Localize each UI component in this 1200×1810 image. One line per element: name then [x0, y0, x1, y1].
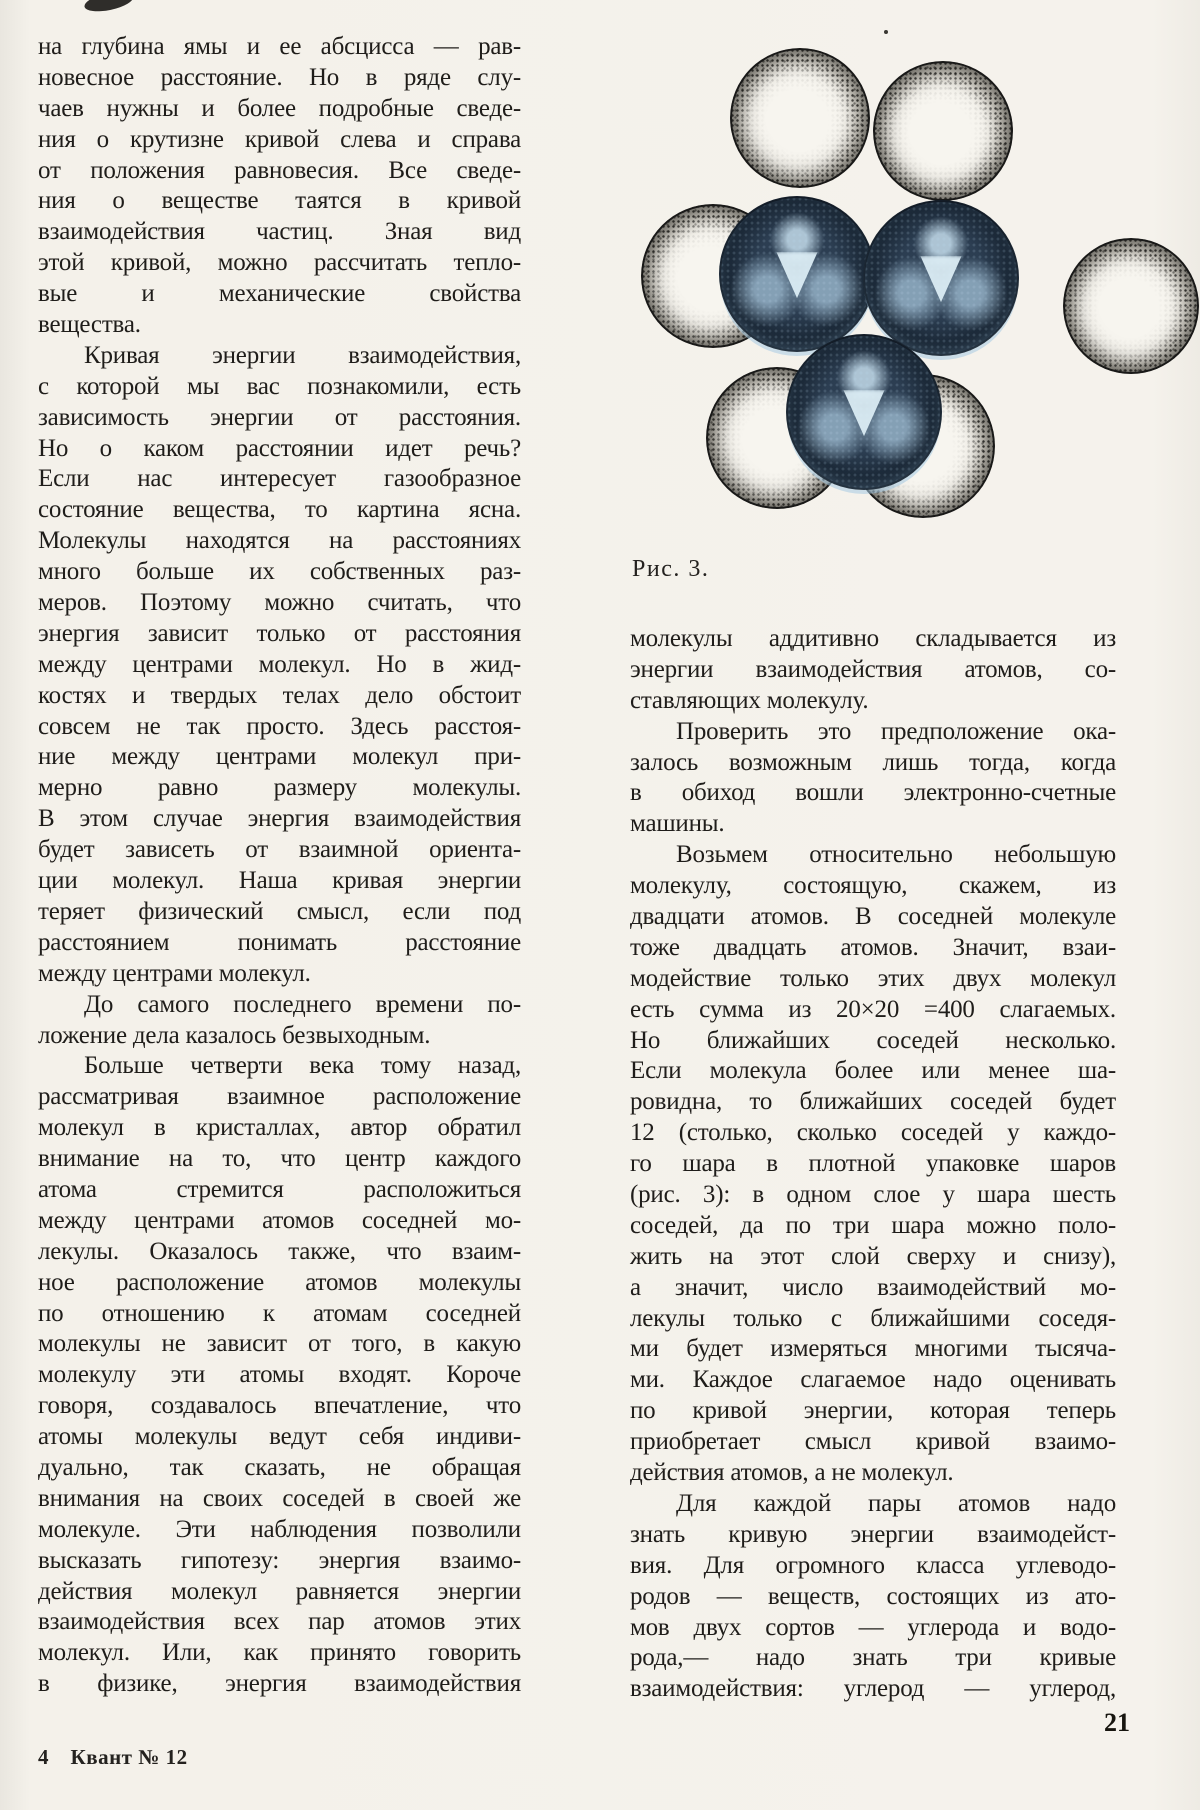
text-line: действия атомов, а не молекул. [630, 1459, 954, 1487]
text-line: вые и механические свойства [38, 280, 521, 308]
text-line: рассматривая взаимное расположение [38, 1083, 521, 1111]
text-line: костях и твердых телах дело обстоит [38, 681, 521, 709]
text-line: вия. Для огромного класса углеводо- [630, 1551, 1116, 1579]
text-line: дуально, так сказать, не обращая [38, 1453, 521, 1481]
light-sphere [730, 48, 870, 188]
text-line: будет зависеть от взаимной ориента- [38, 836, 521, 864]
text-line: молекулы аддитивно складывается из [630, 625, 1116, 652]
text-line: Проверить это предположение ока- [676, 717, 1116, 745]
text-line: Если нас интересует газообразное [38, 465, 521, 493]
text-line: ния о крутизне кривой слева и справа [38, 125, 521, 153]
text-line: а значит, число взаимодействий мо- [630, 1273, 1116, 1301]
text-line: говоря, создавалось впечатление, что [38, 1392, 521, 1420]
dark-sphere [719, 196, 875, 352]
text-line: взаимодействия: углерод — углерод, [630, 1675, 1116, 1703]
text-line: этой кривой, можно рассчитать тепло- [38, 249, 521, 277]
text-line: взаимодействия частиц. Зная вид [38, 218, 521, 246]
text-line: машины. [630, 810, 725, 838]
text-line: с которой мы вас познакомили, есть [38, 372, 521, 400]
text-line: на глубина ямы и ее абсцисса — рав- [38, 33, 521, 60]
text-line: ние между центрами молекул при- [38, 743, 521, 771]
light-sphere [1063, 238, 1199, 374]
text-line: зависимость энергии от расстояния. [38, 403, 521, 431]
text-line: ции молекул. Наша кривая энергии [38, 867, 521, 895]
dark-sphere [786, 334, 942, 490]
text-line: Но ближайших соседей несколько. [630, 1026, 1116, 1054]
quire-number: 4 [38, 1745, 49, 1769]
text-line: Но о каком расстоянии идет речь? [38, 434, 521, 462]
text-line: ное расположение атомов молекулы [38, 1268, 521, 1296]
text-line: много больше их собственных раз- [38, 558, 521, 586]
footer-signature [38, 1745, 188, 1770]
text-line: от положения равновесия. Все сведе- [38, 156, 521, 184]
text-line: ложение дела казалось безвыходным. [38, 1021, 431, 1049]
text-line: молекуле. Эти наблюдения позволили [38, 1515, 521, 1543]
text-line: Возьмем относительно небольшую [676, 841, 1116, 869]
text-line: модействие только этих двух молекул [630, 964, 1116, 992]
text-line: в физике, энергия взаимодействия [38, 1670, 521, 1698]
text-line: между центрами атомов соседней мо- [38, 1206, 521, 1234]
sphere-highlight [914, 256, 968, 306]
left-text-column [38, 32, 521, 1700]
text-line: приобретает смысл кривой взаимо- [630, 1428, 1116, 1456]
text-line: ровидна, то ближайших соседей будет [630, 1088, 1116, 1116]
text-line: совсем не так просто. Здесь расстоя- [38, 712, 521, 740]
dark-sphere [863, 200, 1019, 356]
text-line: До самого последнего времени по- [84, 990, 521, 1018]
text-line: внимание на то, что центр каждого [38, 1145, 521, 1173]
text-line: молекул. Или, как принято говорить [38, 1639, 521, 1667]
text-line: есть сумма из 20×20 =400 слагаемых. [630, 995, 1116, 1023]
text-line: лекулы. Оказалось также, что взаим- [38, 1237, 521, 1265]
text-line: ставляющих молекулу. [630, 686, 869, 714]
text-line: лекулы только с ближайшими соседя- [630, 1304, 1116, 1332]
text-line: Кривая энергии взаимодействия, [84, 341, 521, 369]
text-line: жить на этот слой сверху и снизу), [630, 1242, 1116, 1270]
text-line: чаев нужны и более подробные сведе- [38, 94, 521, 122]
text-line: атома стремится расположиться [38, 1175, 521, 1203]
text-line: Молекулы находятся на расстояниях [38, 527, 521, 555]
text-line: вещества. [38, 311, 141, 339]
text-line: между центрами молекул. Но в жид- [38, 650, 521, 678]
light-sphere [873, 61, 1013, 201]
text-line: Если молекула более или менее ша- [630, 1057, 1116, 1085]
text-line: молекул в кристаллах, автор обратил [38, 1114, 521, 1142]
text-line: молекулу, состоящую, скажем, из [630, 872, 1116, 900]
text-line: расстоянием понимать расстояние [38, 928, 521, 956]
text-line: родов — веществ, состоящих из ато- [630, 1582, 1116, 1610]
text-line: Для каждой пары атомов надо [676, 1489, 1116, 1517]
figure-close-packing-of-spheres [635, 36, 1200, 536]
text-line: рода,— надо знать три кривые [630, 1644, 1116, 1672]
text-line: го шара в плотной упаковке шаров [630, 1150, 1116, 1178]
text-line: залось возможным лишь тогда, когда [630, 748, 1116, 776]
text-line: соседей, да по три шара можно поло- [630, 1211, 1116, 1239]
text-line: мерно равно размеру молекулы. [38, 774, 521, 802]
text-line: Больше четверти века тому назад, [84, 1052, 521, 1080]
text-line: В этом случае энергия взаимодействия [38, 805, 521, 833]
text-line: двадцати атомов. В соседней молекуле [630, 903, 1116, 931]
figure-caption: Рис. 3. [632, 556, 710, 582]
page-number: 21 [1104, 1708, 1130, 1737]
text-line: ми будет измеряться многими тысяча- [630, 1335, 1116, 1363]
text-line: знать кривую энергии взаимодейст- [630, 1520, 1116, 1548]
text-line: молекулы не зависит от того, в какую [38, 1330, 521, 1358]
magazine-issue-label: Квант № 12 [70, 1745, 188, 1769]
text-line: ми. Каждое слагаемое надо оценивать [630, 1366, 1116, 1394]
text-line: взаимодействия всех пар атомов этих [38, 1608, 521, 1636]
text-line: действия молекул равняется энергии [38, 1577, 521, 1605]
text-line: меров. Поэтому можно считать, что [38, 589, 521, 617]
text-line: ния о веществе таятся в кривой [38, 187, 521, 215]
text-line: тоже двадцать атомов. Значит, взаи- [630, 933, 1116, 961]
sphere-highlight [837, 390, 891, 440]
text-line: атомы молекулы ведут себя индиви- [38, 1423, 521, 1451]
sphere-highlight [770, 252, 824, 302]
text-line: внимания на своих соседей в своей же [38, 1484, 521, 1512]
text-line: по отношению к атомам соседней [38, 1299, 521, 1327]
scan-smudge [83, 0, 135, 15]
scan-speck [884, 30, 888, 34]
text-line: между центрами молекул. [38, 959, 311, 987]
text-line: новесное расстояние. Но в ряде слу- [38, 63, 521, 91]
text-line: состояние вещества, то картина ясна. [38, 496, 521, 524]
text-line: теряет физический смысл, если под [38, 897, 521, 925]
text-line: мов двух сортов — углерода и водо- [630, 1613, 1116, 1641]
text-line: (рис. 3): в одном слое у шара шесть [630, 1181, 1116, 1209]
text-line: по кривой энергии, которая теперь [630, 1397, 1116, 1425]
text-line: в обиход вошли электронно-счетные [630, 779, 1116, 807]
text-line: молекулу эти атомы входят. Короче [38, 1361, 521, 1389]
text-line: энергии взаимодействия атомов, со- [630, 655, 1116, 683]
text-line: высказать гипотезу: энергия взаимо- [38, 1546, 521, 1574]
text-line: энергия зависит только от расстояния [38, 619, 521, 647]
text-line: 12 (столько, сколько соседей у каждо- [630, 1119, 1116, 1147]
right-text-column [630, 624, 1116, 1705]
